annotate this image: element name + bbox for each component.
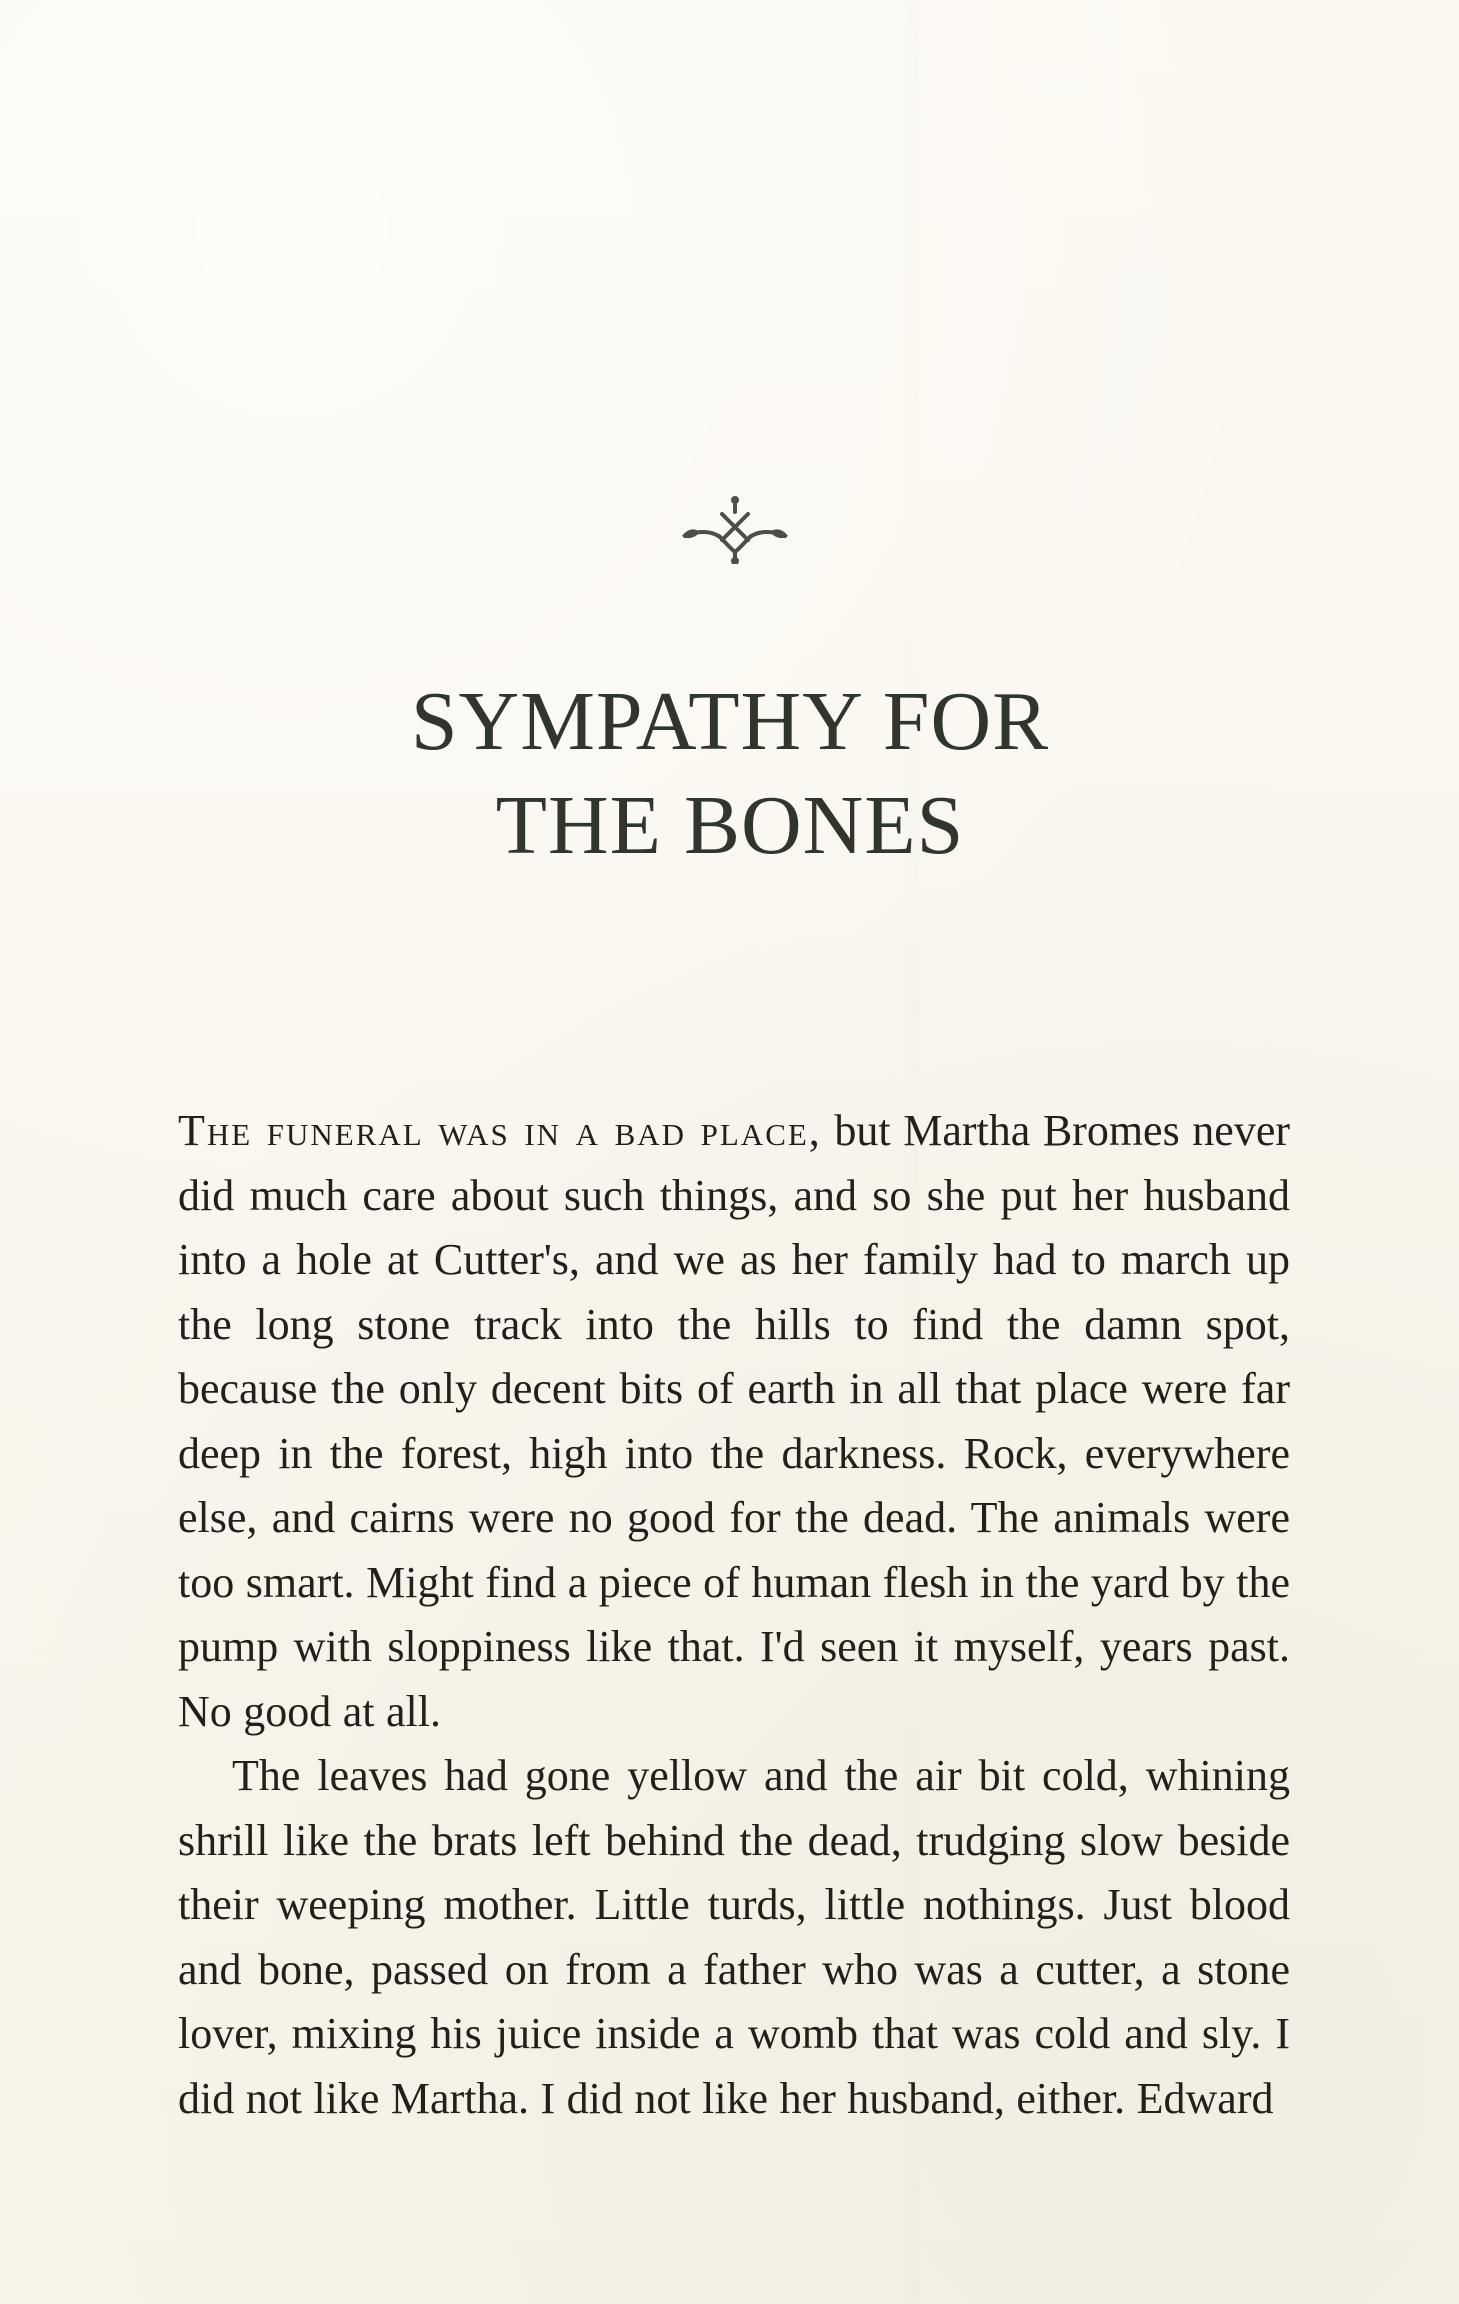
chapter-title-line-2: THE BONES [495, 779, 965, 872]
fleuron-ornament-icon [670, 494, 800, 564]
paragraph-1-rest: but Martha Bromes never did much care about such things, and so she put her husband into a hole at Cutter's, and we as her family had to march up the long stone track into the hills to find the damn spot, because the only decent bits of earth in all that place were far deep in the forest, high into the darkness. Rock, everywhere else, and cairns were no good for the dead. The animals were too smart. Might find a piece of human flesh in the yard by the pump with sloppiness like that. I'd seen it myself, years past. No good at all. [178, 1106, 1291, 1736]
chapter-title-line-1: SYMPATHY FOR [410, 675, 1050, 768]
paragraph-1-lead: The funeral was in a bad place, [178, 1106, 822, 1155]
chapter-title [240, 670, 1220, 878]
body-text [178, 1099, 1290, 2131]
paragraph-2: The leaves had gone yellow and the air bit cold, whining shrill like the brats left behind the dead, trudging slow beside their weeping mother. Little turds, little nothings. Just blood and bone, passed on from a father who was a cutter, a stone lover, mixing his juice inside a womb that was cold and sly. I did not like Martha. I did not like her husband, either. Edward [178, 1751, 1290, 2123]
paragraph-1 [178, 1099, 1290, 1744]
